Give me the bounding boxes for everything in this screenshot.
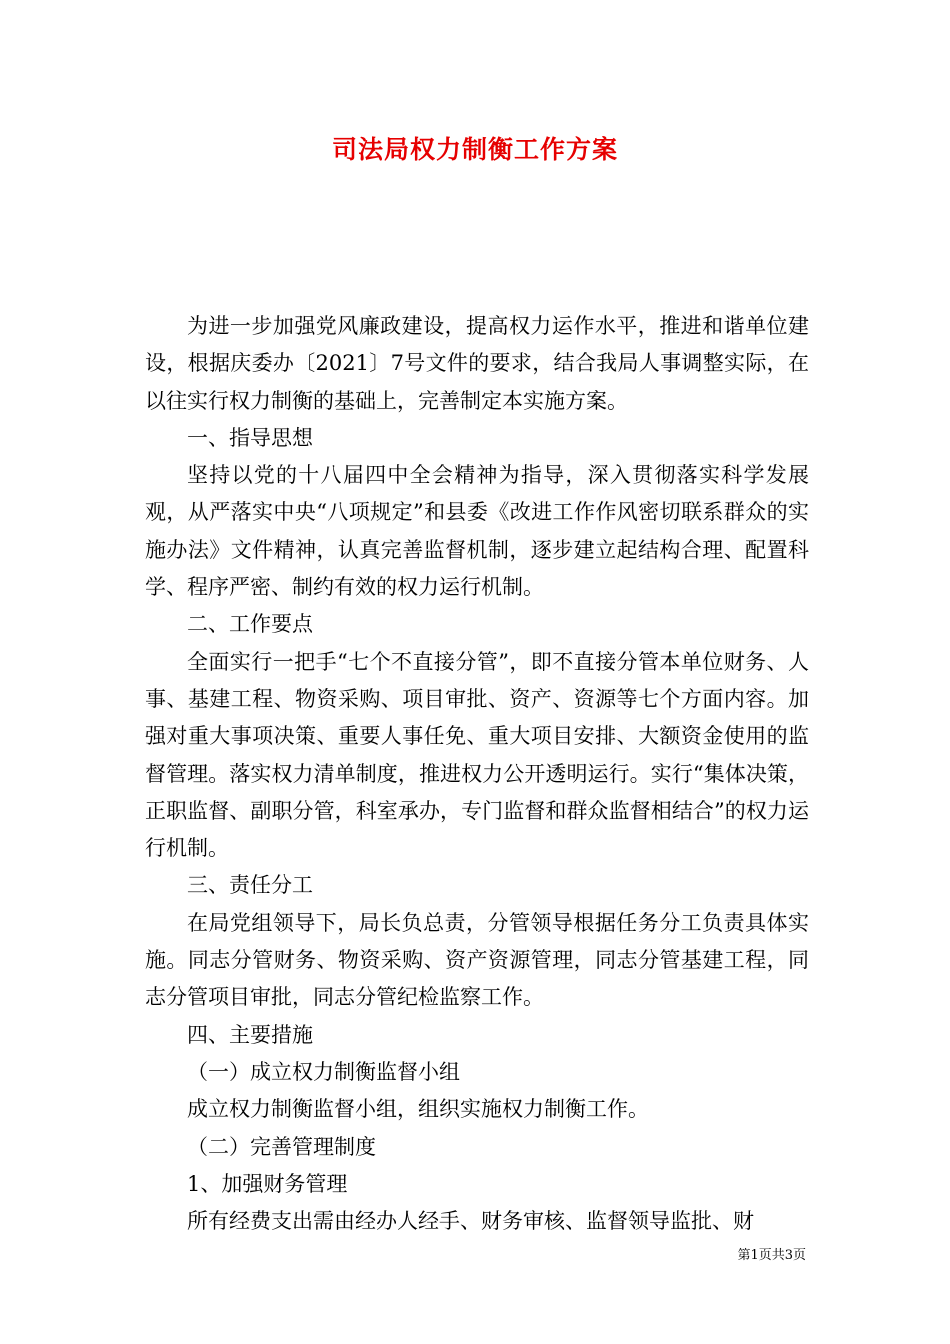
responsibility-paragraph: 在局党组领导下，局长负总责，分管领导根据任务分工负责具体实施。同志分管财务、物资采购、资产资源管理，同志分管基建工程，同志分管项目审批，同志分管纪检监察工作。 bbox=[145, 910, 809, 1010]
work-points-paragraph: 全面实行一把手“七个不直接分管”，即不直接分管本单位财务、人事、基建工程、物资采购、项目审批、资产、资源等七个方面内容。加强对重大事项决策、重要人事任免、重大项目安排、大额资金使用的监督管理。落实权力清单制度，推进权力公开透明运行。实行“集体决策，正职监督、副职分管，科室承办，专门监督和群众监督相结合”的权力运行机制。 bbox=[145, 649, 809, 861]
section-heading-work-points: 二、工作要点 bbox=[187, 612, 313, 637]
intro-paragraph: 为进一步加强党风廉政建设，提高权力运作水平，推进和谐单位建设，根据庆委办〔2021〕7号文件的要求，结合我局人事调整实际，在以往实行权力制衡的基础上，完善制定本实施方案。 bbox=[145, 314, 809, 413]
subsection-heading-management-system: （二）完善管理制度 bbox=[187, 1134, 376, 1159]
guiding-thought-paragraph: 坚持以党的十八届四中全会精神为指导，深入贯彻落实科学发展观，从严落实中央“八项规定”和县委《改进工作作风密切联系群众的实施办法》文件精神，认真完善监督机制，逐步建立起结构合理、配置科学、程序严密、制约有效的权力运行机制。 bbox=[145, 463, 809, 600]
subsection-heading-supervision-group: （一）成立权力制衡监督小组 bbox=[187, 1059, 460, 1084]
page-number-footer: 第1页共3页 bbox=[737, 1248, 806, 1263]
section-heading-main-measures: 四、主要措施 bbox=[187, 1022, 313, 1047]
document-body bbox=[145, 308, 809, 1240]
document-title: 司法局权力制衡工作方案 bbox=[331, 135, 618, 164]
supervision-group-paragraph: 成立权力制衡监督小组，组织实施权力制衡工作。 bbox=[187, 1097, 649, 1122]
section-heading-guiding-thought: 一、指导思想 bbox=[187, 425, 313, 450]
section-heading-responsibility: 三、责任分工 bbox=[187, 873, 313, 898]
financial-management-paragraph: 所有经费支出需由经办人经手、财务审核、监督领导监批、财 bbox=[187, 1209, 754, 1234]
item-heading-financial-management: 1、加强财务管理 bbox=[187, 1171, 348, 1196]
